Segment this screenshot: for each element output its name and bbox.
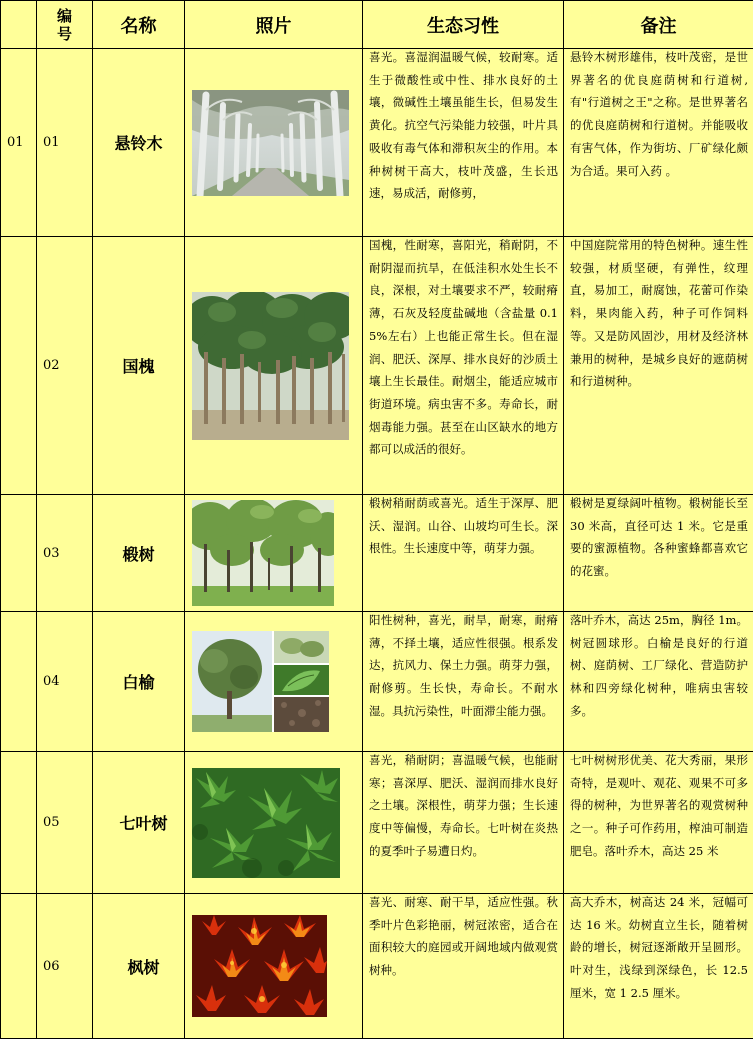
photo-cell bbox=[185, 894, 363, 1039]
row-id-cell bbox=[1, 752, 37, 894]
table-row bbox=[1, 237, 753, 495]
photo-cell bbox=[185, 237, 363, 495]
pagoda-tree-grove-photo bbox=[192, 292, 349, 440]
notes-cell: 七叶树树形优美、花大秀丽，果形奇特，是观叶、观花、观果不可多得的树种，为世界著名的观赏树种之一。种子可作药用，榨油可制造肥皂。落叶乔木，高达 25 米 bbox=[564, 752, 753, 894]
number-cell: 05 bbox=[37, 752, 93, 894]
red-maple-leaves-photo bbox=[192, 915, 327, 1017]
table-row bbox=[1, 752, 753, 894]
table-row bbox=[1, 612, 753, 752]
habit-cell: 椴树稍耐荫或喜光。适生于深厚、肥沃、湿润。山谷、山坡均可生长。深根性。生长速度中等，萌芽力强。 bbox=[363, 495, 564, 612]
linden-tree-avenue-photo bbox=[192, 500, 334, 606]
habit-cell: 喜光，稍耐阴；喜温暖气候，也能耐寒；喜深厚、肥沃、湿润而排水良好之土壤。深根性，萌芽力强；生长速度中等偏慢，寿命长。七叶树在炎热的夏季叶子易遭日灼。 bbox=[363, 752, 564, 894]
number-cell: 02 bbox=[37, 237, 93, 495]
photo-cell bbox=[185, 495, 363, 612]
notes-cell: 高大乔木，树高达 24 米，冠幅可达 16 米。幼树直立生长，随着树龄的增长，树冠逐渐敞开呈圆形。叶对生，浅绿到深绿色，长 12.5 厘米，宽 1 2.5 厘米。 bbox=[564, 894, 753, 1039]
table-row bbox=[1, 495, 753, 612]
notes-cell: 悬铃木树形雄伟，枝叶茂密，是世界著名的优良庭荫树和行道树,有"行道树之王"之称。是世界著名的优良庭荫树和行道树。并能吸收有害气体，作为街坊、厂矿绿化颇为合适。果可入药 。 bbox=[564, 49, 753, 237]
notes-cell: 中国庭院常用的特色树种。速生性较强，材质坚硬，有弹性，纹理直，易加工，耐腐蚀，花蕾可作染料，果肉能入药，种子可作饲料等。又是防风固沙，用材及经济林兼用的树种，是城乡良好的遮荫树和行道树种。 bbox=[564, 237, 753, 495]
header-habit: 生态习性 bbox=[363, 1, 564, 49]
table-row bbox=[1, 49, 753, 237]
name-cell: 枫树 bbox=[93, 894, 185, 1039]
habit-cell: 喜光。喜湿润温暖气候，较耐寒。适生于微酸性或中性、排水良好的土壤，微碱性土壤虽能生长，但易发生黄化。抗空气污染能力较强，叶片具吸收有毒气体和滞积灰尘的作用。本种树树干高大，枝叶茂盛，生长迅速，易成活，耐修剪， bbox=[363, 49, 564, 237]
plane-tree-avenue-photo bbox=[192, 90, 349, 196]
photo-cell bbox=[185, 752, 363, 894]
notes-cell: 椴树是夏绿阔叶植物。椴树能长至 30 米高，直径可达 1 米。它是重要的蜜源植物。各种蜜蜂都喜欢它的花蜜。 bbox=[564, 495, 753, 612]
name-cell: 悬铃木 bbox=[93, 49, 185, 237]
header-photo: 照片 bbox=[185, 1, 363, 49]
row-id-cell bbox=[1, 894, 37, 1039]
row-id-cell bbox=[1, 612, 37, 752]
header-name: 名称 bbox=[93, 1, 185, 49]
photo-cell bbox=[185, 49, 363, 237]
header-notes: 备注 bbox=[564, 1, 753, 49]
name-cell: 椴树 bbox=[93, 495, 185, 612]
habit-cell: 喜光、耐寒、耐干旱，适应性强。秋季叶片色彩艳丽，树冠浓密，适合在面积较大的庭园或开阔地域内做观赏树种。 bbox=[363, 894, 564, 1039]
row-id-cell bbox=[1, 237, 37, 495]
white-elm-collage-photo bbox=[192, 631, 329, 732]
number-cell: 03 bbox=[37, 495, 93, 612]
notes-cell: 落叶乔木，高达 25m，胸径 1m。树冠圆球形。白榆是良好的行道树、庭荫树、工厂绿化、营造防护林和四旁绿化树种，唯病虫害较多。 bbox=[564, 612, 753, 752]
habit-cell: 阳性树种，喜光，耐旱，耐寒，耐瘠薄，不择土壤，适应性很强。根系发达，抗风力、保土力强。萌芽力强，耐修剪。生长快，寿命长。不耐水湿。具抗污染性，叶面滞尘能力强。 bbox=[363, 612, 564, 752]
number-cell: 01 bbox=[37, 49, 93, 237]
header-number: 编 号 bbox=[37, 1, 93, 49]
header-row-id bbox=[1, 1, 37, 49]
name-cell: 国槐 bbox=[93, 237, 185, 495]
number-cell: 04 bbox=[37, 612, 93, 752]
row-id-cell: 01 bbox=[1, 49, 37, 237]
habit-cell: 国槐，性耐寒，喜阳光，稍耐阴，不耐阴湿而抗旱，在低洼积水处生长不良，深根，对土壤要求不严，较耐瘠薄，石灰及轻度盐碱地（含盐量 0.15%左右）上也能正常生长。但在湿润、肥沃、深厚、排水良好的沙质土壤上生长最佳。耐烟尘，能适应城市街道环境。病虫害不多。寿命长，耐烟毒能力强。甚至在山区缺水的地方都可以成活的很好。 bbox=[363, 237, 564, 495]
header-row bbox=[1, 1, 753, 49]
photo-cell bbox=[185, 612, 363, 752]
table-row bbox=[1, 894, 753, 1039]
row-id-cell bbox=[1, 495, 37, 612]
name-cell: 七叶树 bbox=[93, 752, 185, 894]
horse-chestnut-leaves-photo bbox=[192, 768, 340, 878]
number-cell: 06 bbox=[37, 894, 93, 1039]
name-cell: 白榆 bbox=[93, 612, 185, 752]
